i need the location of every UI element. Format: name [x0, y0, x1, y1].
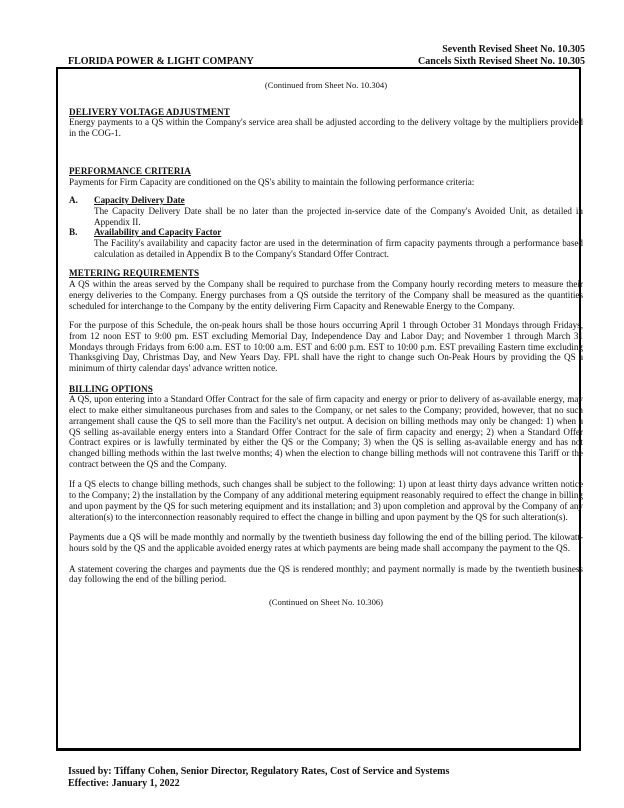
criteria-item-b: [69, 227, 583, 259]
issued-by: Issued by: Tiffany Cohen, Senior Director, Regulatory Rates, Cost of Service and Systems: [68, 766, 450, 777]
performance-intro: Payments for Firm Capacity are conditioned on the QS's ability to maintain the following performance criteria:: [69, 176, 475, 187]
sheet-header: [418, 44, 585, 68]
billing-heading: BILLING OPTIONS: [69, 383, 153, 394]
billing-paragraph: A QS, upon entering into a Standard Offer Contract for the sale of firm capacity and energy or prior to delivery of as-available energy, may elect to make either simultaneous purchases from and sales to the Company, or net sales to the Company; provided, however, that no such arrangement shall cause the QS to sell more than the Facility's net output. A decision on billing methods may only be changed: 1) when a QS selling as-available energy enters into a Standard Offer Contract for the sale of firm capacity and energy; 2) when a Standard Offer Contract expires or is lawfully terminated by either the QS or the Company; 3) when the QS is selling as-available energy and has not changed billing methods within the last twelve months; 4) when the election to change billing methods will not contravene this Tariff or the contract between the QS and the Company.: [69, 394, 583, 469]
criteria-title: Availability and Capacity Factor: [94, 227, 222, 238]
criteria-text: The Capacity Delivery Date shall be no later than the projected in-service date of the Company's Avoided Unit, as detailed in Appendix II.: [94, 205, 583, 227]
metering-paragraph: A QS within the areas served by the Company shall be required to purchase from the Company hourly recording meters to measure their energy deliveries to the Company. Energy purchases from a QS outside the territory of the Company shall be measured as the quantities scheduled for interchange to the Company by the entity delivering Firm Capacity and Renewable Energy to the Company.: [69, 279, 583, 311]
criteria-item-a: [69, 195, 583, 227]
criteria-label: B.: [69, 227, 78, 238]
document-body: [69, 80, 583, 608]
billing-paragraph: If a QS elects to change billing methods, such changes shall be subject to the following: 1) upon at least thirty days advance written notice to the Company; 2) the installation by the Company of any additional metering equipment reasonably required to effect the change in billing and upon payment by the QS for such metering equipment and its installation; and 3) upon completion and approval by the Company of any alteration(s) to the interconnection reasonably required to effect the change in billing and upon payment by the QS for such alteration(s).: [69, 479, 583, 522]
company-name: FLORIDA POWER & LIGHT COMPANY: [68, 56, 254, 67]
delivery-heading: DELIVERY VOLTAGE ADJUSTMENT: [69, 106, 230, 117]
criteria-title: Capacity Delivery Date: [94, 195, 185, 206]
criteria-text: The Facility's availability and capacity factor are used in the determination of firm capacity payments through a performance based calculation as detailed in Appendix B to the Company's Standard Offer Contract.: [94, 238, 583, 259]
effective-date: Effective: January 1, 2022: [68, 778, 180, 789]
performance-heading: PERFORMANCE CRITERIA: [69, 165, 191, 176]
criteria-label: A.: [69, 195, 78, 206]
billing-paragraph: A statement covering the charges and payments due the QS is rendered monthly; and payment normally is made by the twentieth business day following the end of the billing period.: [69, 563, 583, 585]
metering-heading: METERING REQUIREMENTS: [69, 268, 200, 279]
continued-on: (Continued on Sheet No. 10.306): [268, 597, 384, 608]
metering-paragraph: For the purpose of this Schedule, the on-peak hours shall be those hours occurring April 1 through October 31 Mondays through Fridays, from 12 noon EST to 9:00 pm. EST excluding Memorial Day, Independence Day and Labor Day; and November 1 through March 31 Mondays through Fridays from 6:00 a.m. EST to 10:00 a.m. EST and 6:00 p.m. EST to 10:00 p.m. EST prevailing Eastern time excluding Thanksgiving Day, Christmas Day, and New Years Day. FPL shall have the right to change such On-Peak Hours by providing the QS a minimum of thirty calendar days' advance written notice.: [69, 320, 583, 374]
sheet-number: Seventh Revised Sheet No. 10.305: [442, 44, 585, 55]
delivery-text: Energy payments to a QS within the Company's service area shall be adjusted according to the delivery voltage by the multipliers provided in the COG-1.: [69, 117, 583, 139]
issuance-footer: [68, 766, 449, 790]
billing-paragraph: Payments due a QS will be made monthly and normally by the twentieth business day following the end of the billing period. The kilowatt-hours sold by the QS and the applicable avoided energy rates at which payments are being made shall accompany the payment to the QS.: [69, 532, 583, 553]
cancels-sheet: Cancels Sixth Revised Sheet No. 10.305: [418, 56, 585, 67]
continued-from: (Continued from Sheet No. 10.304): [264, 80, 388, 90]
